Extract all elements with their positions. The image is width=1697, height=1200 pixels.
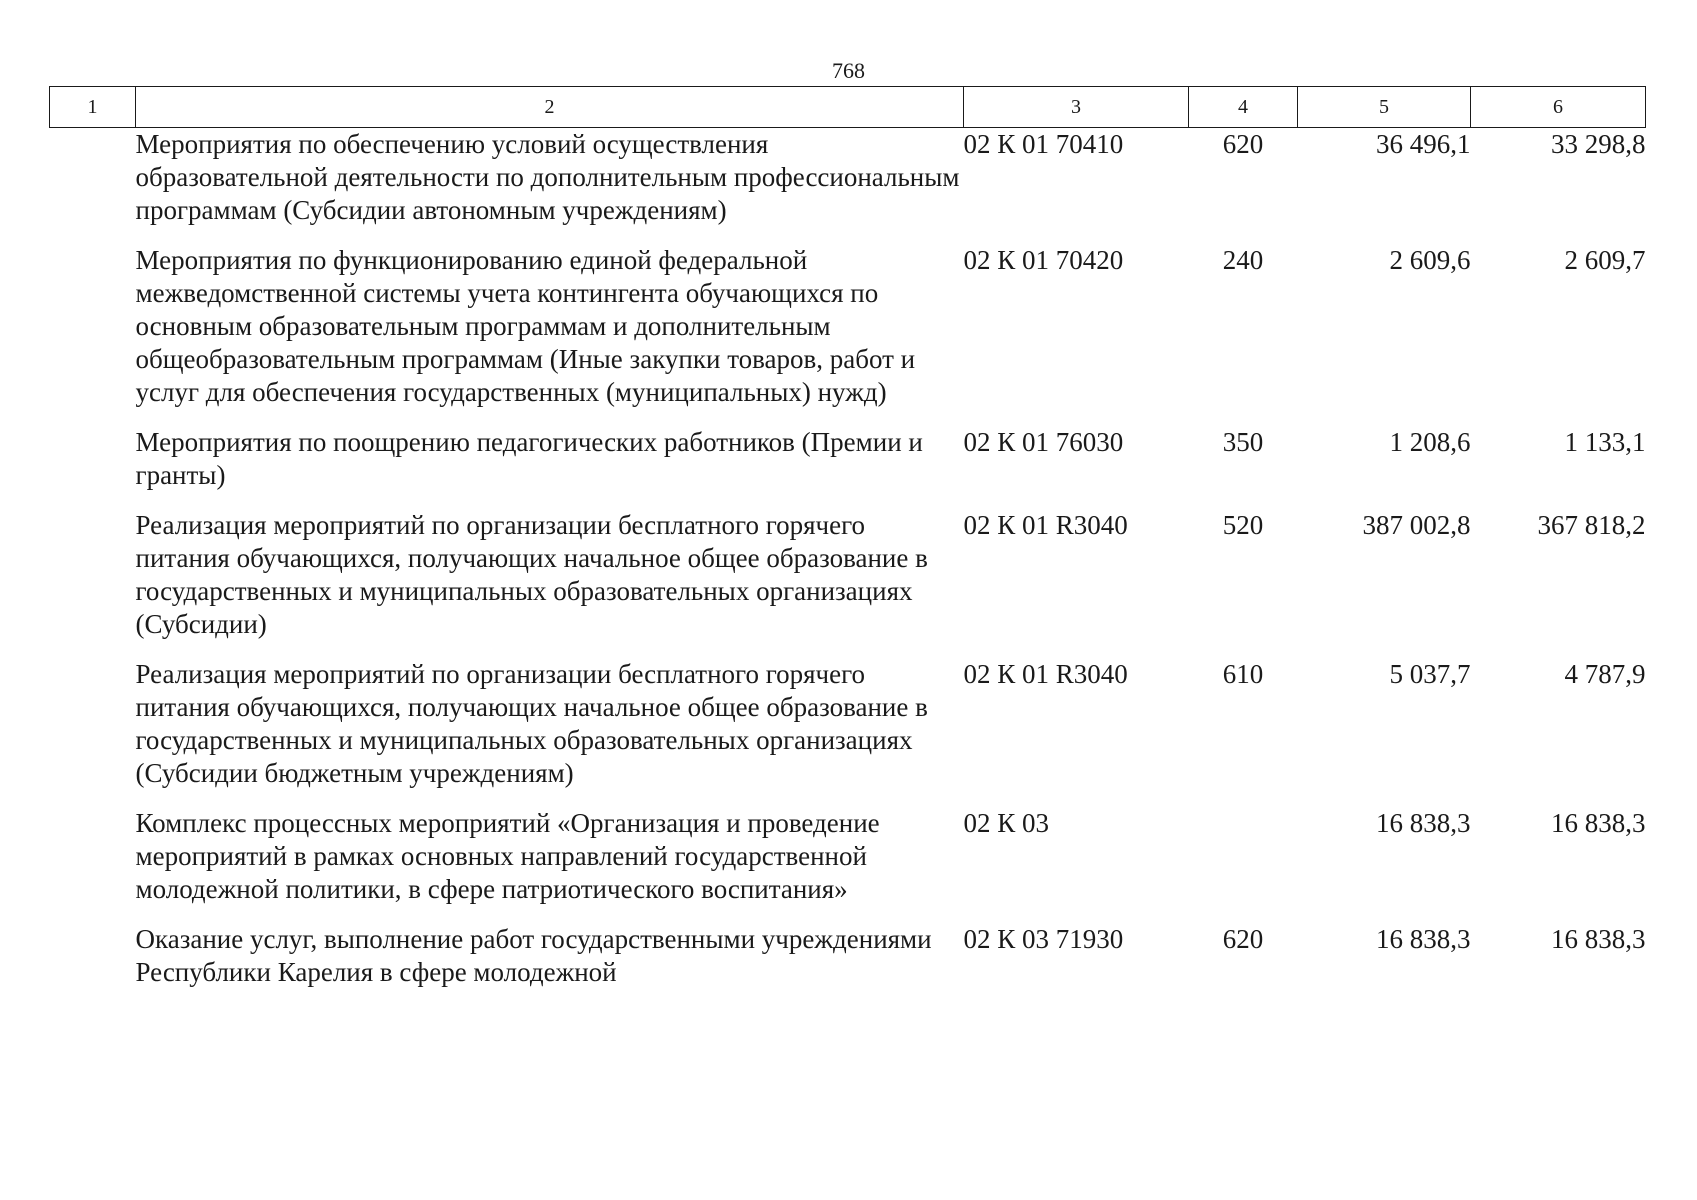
row-value-col6: 367 818,2 (1537, 510, 1646, 540)
table-row (50, 426, 1646, 509)
row-expense-type: 620 (1222, 924, 1264, 954)
row-expense-type: 620 (1222, 129, 1264, 159)
row-value-col6: 1 133,1 (1564, 427, 1646, 457)
row-number-cell (50, 658, 136, 807)
row-value-col6: 16 838,3 (1551, 924, 1646, 954)
table-header-row (50, 87, 1646, 128)
row-value-col6: 4 787,9 (1564, 659, 1646, 689)
row-value-col5: 36 496,1 (1376, 129, 1471, 159)
row-code: 02 К 03 71930 (963, 924, 1124, 954)
budget-table (49, 86, 1646, 1006)
row-number-cell (50, 426, 136, 509)
row-code: 02 К 03 (963, 808, 1050, 838)
table-row (50, 244, 1646, 426)
row-value-col5: 387 002,8 (1362, 510, 1471, 540)
row-code: 02 К 01 70410 (963, 129, 1124, 159)
row-value-col5: 16 838,3 (1376, 808, 1471, 838)
row-expense-type: 520 (1222, 510, 1264, 540)
row-expense-type (1189, 807, 1298, 923)
row-expense-type: 610 (1222, 659, 1264, 689)
row-value-col6: 2 609,7 (1564, 245, 1646, 275)
row-code: 02 К 01 76030 (963, 427, 1124, 457)
row-name: Мероприятия по обеспечению условий осуществления образовательной деятельности по дополнительным профессиональным программам (Субсидии автономным учреждениям) (135, 129, 960, 225)
row-name: Комплекс процессных мероприятий «Организация и проведение мероприятий в рамках основных направлений государственной молодежной политики, в сфере патриотического воспитания» (135, 808, 880, 904)
table-row (50, 923, 1646, 1006)
row-name: Реализация мероприятий по организации бесплатного горячего питания обучающихся, получающих начальное общее образование в государственных и муниципальных образовательных организациях (Субсидии) (135, 510, 928, 639)
table-row (50, 658, 1646, 807)
row-code: 02 К 01 R3040 (963, 659, 1128, 689)
row-name: Мероприятия по функционированию единой федеральной межведомственной системы учета контингента обучающихся по основным образовательным программам и дополнительным общеобразовательным программам (Иные закупки товаров, работ и услуг для обеспечения государственных (муниципальных) нужд) (135, 245, 916, 407)
row-name: Реализация мероприятий по организации бесплатного горячего питания обучающихся, получающих начальное общее образование в государственных и муниципальных образовательных организациях (Субсидии бюджетным учреждениям) (135, 659, 928, 788)
table-row (50, 128, 1646, 245)
row-name: Мероприятия по поощрению педагогических работников (Премии и гранты) (135, 427, 923, 490)
row-value-col5: 2 609,6 (1389, 245, 1471, 275)
row-name: Оказание услуг, выполнение работ государственными учреждениями Республики Карелия в сфере молодежной (135, 924, 932, 987)
row-number-cell (50, 244, 136, 426)
row-code: 02 К 01 R3040 (963, 510, 1128, 540)
row-expense-type: 240 (1222, 245, 1264, 275)
row-number-cell (50, 509, 136, 658)
table-row (50, 807, 1646, 923)
header-col-3: 3 (964, 87, 1189, 128)
header-col-5: 5 (1298, 87, 1471, 128)
row-value-col6: 33 298,8 (1551, 129, 1646, 159)
row-number-cell (50, 128, 136, 245)
header-col-1: 1 (50, 87, 136, 128)
row-value-col6: 16 838,3 (1551, 808, 1646, 838)
table-row (50, 509, 1646, 658)
header-col-2: 2 (136, 87, 964, 128)
header-col-6: 6 (1471, 87, 1646, 128)
row-value-col5: 16 838,3 (1376, 924, 1471, 954)
row-number-cell (50, 807, 136, 923)
row-code: 02 К 01 70420 (963, 245, 1124, 275)
row-number-cell (50, 923, 136, 1006)
row-value-col5: 1 208,6 (1389, 427, 1471, 457)
header-col-4: 4 (1189, 87, 1298, 128)
row-expense-type: 350 (1222, 427, 1264, 457)
row-value-col5: 5 037,7 (1389, 659, 1471, 689)
page-number: 768 (832, 58, 865, 83)
